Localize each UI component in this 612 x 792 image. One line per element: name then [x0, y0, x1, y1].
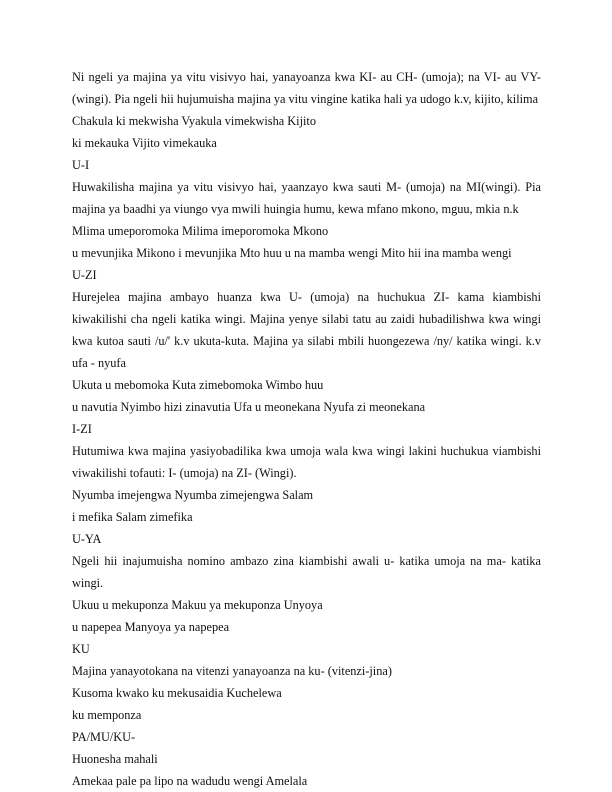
example-pa-mu-ku-1: Amekaa pale pa lipo na wadudu wengi Amelala	[72, 774, 308, 788]
paragraph-pa-mu-ku: Huonesha mahali	[72, 752, 158, 766]
example-u-i-1: Mlima umeporomoka Milima imeporomoka Mkono	[72, 224, 329, 238]
example-i-zi-2: i mefika Salam zimefika	[72, 510, 193, 524]
example-u-zi-2: u navutia Nyimbo hizi zinavutia Ufa u meonekana Nyufa zi meonekana	[72, 400, 426, 414]
example-ki-vi-2: ki mekauka Vijito vimekauka	[72, 136, 217, 150]
heading-u-i: U-I	[72, 158, 90, 172]
paragraph-i-zi: Hutumiwa kwa majina yasiyobadilika kwa umoja wala kwa wingi lakini huchukua viambishi viwakilishi tofauti: I- (umoja) na ZI- (Wingi).	[72, 444, 541, 480]
heading-u-zi: U-ZI	[72, 268, 97, 282]
example-ku-2: ku memponza	[72, 708, 142, 722]
example-ku-1: Kusoma kwako ku mekusaidia Kuchelewa	[72, 686, 282, 700]
example-u-ya-1: Ukuu u mekuponza Makuu ya mekuponza Unyoya	[72, 598, 323, 612]
example-u-i-2: u mevunjika Mikono i mevunjika Mto huu u na mamba wengi Mito hii ina mamba wengi	[72, 246, 512, 260]
example-u-ya-2: u napepea Manyoya ya napepea	[72, 620, 230, 634]
heading-i-zi: I-ZI	[72, 422, 92, 436]
paragraph-u-ya: Ngeli hii inajumuisha nomino ambazo zina kiambishi awali u- katika umoja na ma- katika wingi.	[72, 554, 541, 590]
heading-u-ya: U-YA	[72, 532, 102, 546]
paragraph-ki-vi: Ni ngeli ya majina ya vitu visivyo hai, yanayoanza kwa KI- au CH- (umoja); na VI- au VY- (wingi). Pia ngeli hii hujumuisha majina ya vitu vingine katika hali ya udogo k.v, kijito, kilima	[72, 70, 541, 106]
heading-ku: KU	[72, 642, 90, 656]
example-i-zi-1: Nyumba imejengwa Nyumba zimejengwa Salam	[72, 488, 314, 502]
example-u-zi-1: Ukuta u mebomoka Kuta zimebomoka Wimbo huu	[72, 378, 324, 392]
paragraph-u-i: Huwakilisha majina ya vitu visivyo hai, yaanzayo kwa sauti M- (umoja) na MI(wingi). Pia majina ya baadhi ya viungo vya mwili huingia humu, kewa mfano mkono, mguu, mkia n.k	[72, 180, 541, 216]
heading-pa-mu-ku: PA/MU/KU-	[72, 730, 136, 744]
example-ki-vi-1: Chakula ki mekwisha Vyakula vimekwisha Kijito	[72, 114, 316, 128]
paragraph-ku: Majina yanayotokana na vitenzi yanayoanza na ku- (vitenzi-jina)	[72, 664, 392, 678]
paragraph-u-zi: Hurejelea majina ambayo huanza kwa U- (umoja) na huchukua ZI- kama kiambishi kiwakilishi cha ngeli katika wingi. Majina yenye silabi tatu au zaidi hubadilishwa kwa wingi kwa kutoa sauti /u/' k.v ukuta-kuta. Majina ya silabi mbili huongezewa /ny/ katika wingi. k.v ufa - nyufa	[72, 290, 541, 370]
